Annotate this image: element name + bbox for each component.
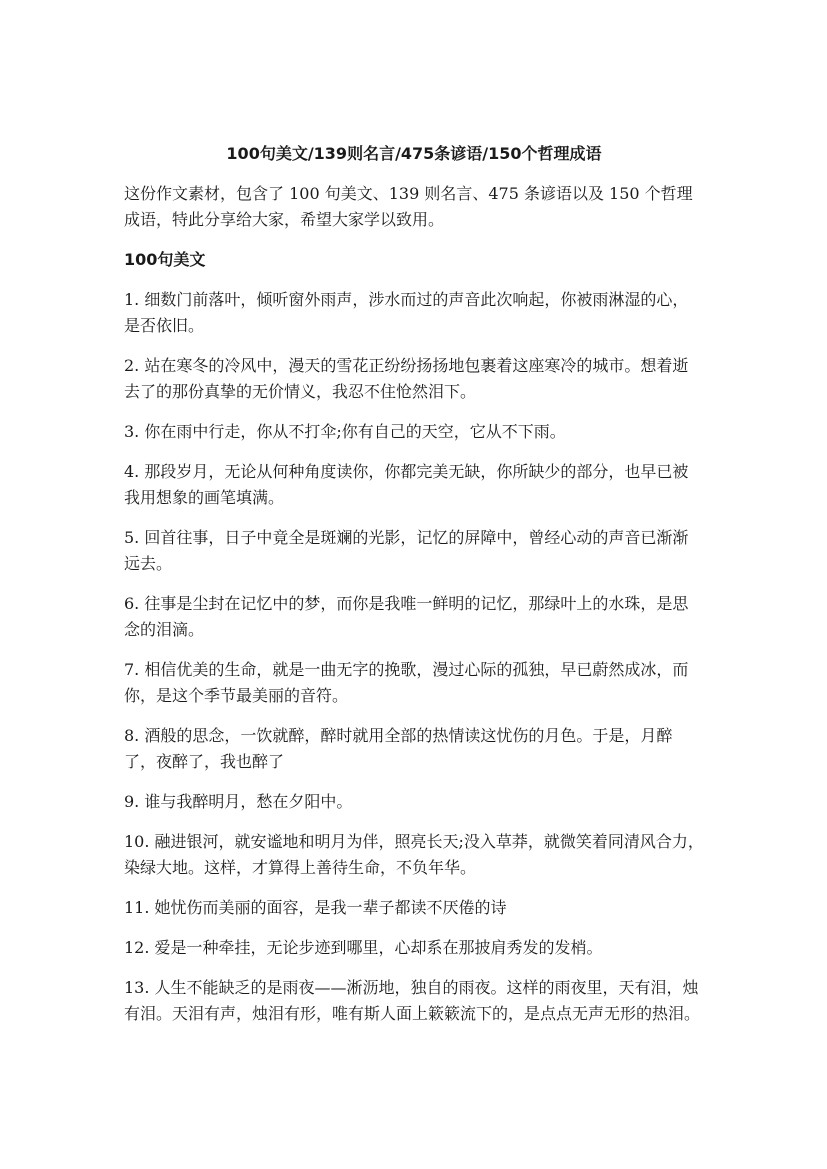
list-item: 3. 你在雨中行走，你从不打伞;你有自己的天空，它从不下雨。 bbox=[124, 422, 566, 441]
document-page bbox=[124, 141, 704, 1041]
document-title: 100句美文/139则名言/475条谚语/150个哲理成语 bbox=[226, 144, 602, 163]
list-item: 5. 回首往事，日子中竟全是斑斓的光影，记忆的屏障中，曾经心动的声音已渐渐远去。 bbox=[124, 528, 689, 573]
list-item: 8. 酒般的思念，一饮就醉，醉时就用全部的热情读这忧伤的月色。于是，月醉了，夜醉了，我也醉了 bbox=[124, 726, 673, 771]
list-item: 9. 谁与我醉明月，愁在夕阳中。 bbox=[124, 792, 353, 811]
list-item: 12. 爱是一种牵挂，无论步迹到哪里，心却系在那披肩秀发的发梢。 bbox=[124, 938, 603, 957]
list-item: 11. 她忧伤而美丽的面容，是我一辈子都读不厌倦的诗 bbox=[124, 898, 507, 917]
sentence-list bbox=[124, 287, 704, 1027]
list-item: 4. 那段岁月，无论从何种角度读你，你都完美无缺，你所缺少的部分，也早已被我用想象的画笔填满。 bbox=[124, 462, 689, 507]
intro-paragraph: 这份作文素材，包含了 100 句美文、139 则名言、475 条谚语以及 150 个哲理成语，特此分享给大家，希望大家学以致用。 bbox=[124, 184, 693, 229]
list-item: 7. 相信优美的生命，就是一曲无字的挽歌，漫过心际的孤独，早已蔚然成冰，而你，是这个季节最美丽的音符。 bbox=[124, 660, 689, 705]
section-heading: 100句美文 bbox=[124, 250, 206, 269]
list-item: 1. 细数门前落叶，倾听窗外雨声，涉水而过的声音此次响起，你被雨淋湿的心，是否依旧。 bbox=[124, 290, 689, 335]
list-item: 2. 站在寒冬的冷风中，漫天的雪花正纷纷扬扬地包裹着这座寒冷的城市。想着逝去了的那份真挚的无价情义，我忍不住怆然泪下。 bbox=[124, 356, 689, 401]
list-item: 10. 融进银河，就安谧地和明月为伴，照亮长天;没入草莽，就微笑着同清风合力，染绿大地。这样，才算得上善待生命，不负年华。 bbox=[124, 832, 704, 877]
list-item: 6. 往事是尘封在记忆中的梦，而你是我唯一鲜明的记忆，那绿叶上的水珠，是思念的泪滴。 bbox=[124, 594, 689, 639]
list-item: 13. 人生不能缺乏的是雨夜——淅沥地，独自的雨夜。这样的雨夜里，天有泪，烛有泪。天泪有声，烛泪有形，唯有斯人面上簌簌流下的，是点点无声无形的热泪。 bbox=[124, 978, 701, 1023]
